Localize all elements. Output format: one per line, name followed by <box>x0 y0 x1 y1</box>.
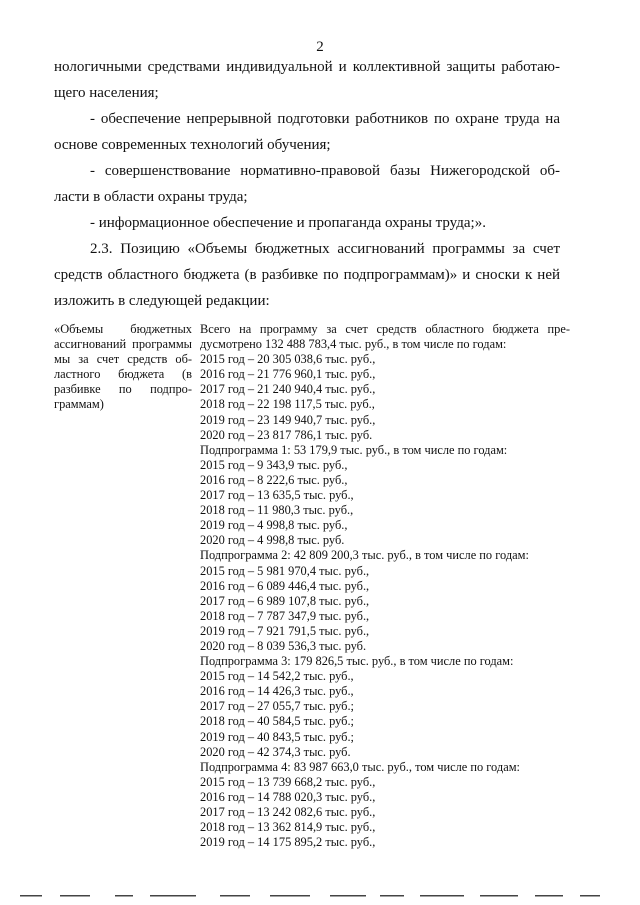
paragraph-line: 2.3. Позицию «Объемы бюджетных ассигнований программы за счет <box>90 241 560 257</box>
position-value-line: 2019 год – 14 175 895,2 тыс. руб., <box>200 835 376 850</box>
position-value-line: 2015 год – 14 542,2 тыс. руб., <box>200 669 354 684</box>
position-value-line: 2015 год – 9 343,9 тыс. руб., <box>200 457 348 472</box>
scan-artifact-line <box>20 893 620 899</box>
position-value-line: 2017 год – 21 240 940,4 тыс. руб., <box>200 382 376 397</box>
page-number: 2 <box>316 39 324 55</box>
position-value-line: 2015 год – 13 739 668,2 тыс. руб., <box>200 774 376 789</box>
paragraph-line: - информационное обеспечение и пропаганда охраны труда;». <box>90 215 486 231</box>
position-value-line: Подпрограмма 2: 42 809 200,3 тыс. руб., в том числе по годам: <box>200 548 529 563</box>
position-value-line: 2019 год – 7 921 791,5 тыс. руб., <box>200 623 370 638</box>
position-value-line: 2018 год – 22 198 117,5 тыс. руб., <box>200 397 375 412</box>
position-value-line: 2016 год – 14 788 020,3 тыс. руб., <box>200 789 376 804</box>
position-value-line: 2019 год – 23 149 940,7 тыс. руб., <box>200 412 376 427</box>
position-value-line: 2017 год – 27 055,7 тыс. руб.; <box>200 699 354 714</box>
position-value-line: 2017 год – 6 989 107,8 тыс. руб., <box>200 593 370 608</box>
position-value-line: Подпрограмма 3: 179 826,5 тыс. руб., в том числе по годам: <box>200 654 514 669</box>
position-value-line: Подпрограмма 4: 83 987 663,0 тыс. руб., том числе по годам: <box>200 759 520 774</box>
position-value-line: 2018 год – 11 980,3 тыс. руб., <box>200 503 354 518</box>
position-label-column <box>54 322 192 413</box>
position-label-line: граммам) <box>54 397 104 412</box>
position-value-line: 2019 год – 40 843,5 тыс. руб.; <box>200 729 354 744</box>
position-value-line: 2015 год – 5 981 970,4 тыс. руб., <box>200 563 370 578</box>
position-value-line: 2016 год – 8 222,6 тыс. руб., <box>200 472 348 487</box>
position-value-line: 2016 год – 6 089 446,4 тыс. руб., <box>200 578 370 593</box>
paragraph-line: - совершенствование нормативно-правовой базы Нижегородской об- <box>90 163 560 179</box>
paragraph-line: изложить в следующей редакции: <box>54 293 270 309</box>
position-value-line: 2016 год – 14 426,3 тыс. руб., <box>200 684 354 699</box>
position-label-line: ластного бюджета (в <box>54 367 192 382</box>
position-value-line: 2020 год – 8 039 536,3 тыс. руб. <box>200 638 367 653</box>
position-value-line: 2018 год – 13 362 814,9 тыс. руб., <box>200 820 376 835</box>
position-value-line: 2020 год – 23 817 786,1 тыс. руб. <box>200 427 373 442</box>
position-value-line: 2017 год – 13 242 082,6 тыс. руб., <box>200 805 376 819</box>
paragraph-line: нологичными средствами индивидуальной и коллективной защиты работаю- <box>54 59 560 75</box>
position-value-line: Всего на программу за счет средств областного бюджета пре- <box>200 322 570 336</box>
position-label-line: разбивке по подпро- <box>54 382 192 397</box>
position-value-line: 2018 год – 7 787 347,9 тыс. руб., <box>200 608 370 623</box>
position-label-line: ассигнований программы <box>54 337 192 352</box>
position-value-line: дусмотрено 132 488 783,4 тыс. руб., в том числе по годам: <box>200 337 507 352</box>
position-label-line: «Объемы бюджетных <box>54 322 192 336</box>
position-value-line: 2017 год – 13 635,5 тыс. руб., <box>200 488 354 503</box>
position-value-line: 2020 год – 4 998,8 тыс. руб. <box>200 533 345 548</box>
position-value-line: 2018 год – 40 584,5 тыс. руб.; <box>200 714 354 729</box>
position-value-line: 2020 год – 42 374,3 тыс. руб. <box>200 744 351 759</box>
position-value-line: 2016 год – 21 776 960,1 тыс. руб., <box>200 367 376 382</box>
position-value-line: 2015 год – 20 305 038,6 тыс. руб., <box>200 352 376 367</box>
paragraph-line: щего населения; <box>54 85 159 101</box>
paragraph-line: ласти в области охраны труда; <box>54 189 248 205</box>
paragraph-line: - обеспечение непрерывной подготовки работников по охране труда на <box>90 111 560 127</box>
position-label-line: мы за счет средств об- <box>54 352 192 367</box>
position-value-column <box>200 322 570 850</box>
paragraph-line: основе современных технологий обучения; <box>54 137 331 153</box>
position-value-line: Подпрограмма 1: 53 179,9 тыс. руб., в том числе по годам: <box>200 442 508 457</box>
position-value-line: 2019 год – 4 998,8 тыс. руб., <box>200 518 348 533</box>
paragraph-line: средств областного бюджета (в разбивке по подпрограммам)» и сноски к ней <box>54 267 560 283</box>
body-text <box>54 54 560 314</box>
